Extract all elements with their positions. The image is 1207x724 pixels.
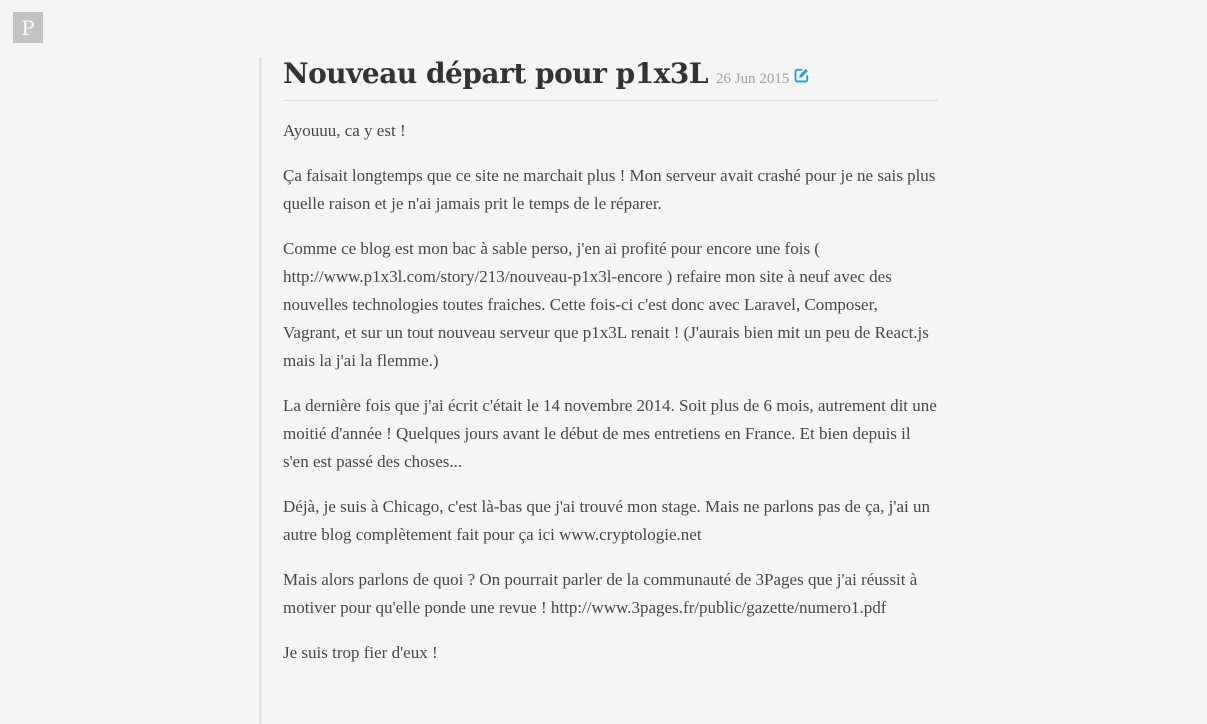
post-header: [283, 57, 938, 101]
post-paragraph-5: Déjà, je suis à Chicago, c'est là-bas que j'ai trouvé mon stage. Mais ne parlons pas de ça, j'ai un autre blog complètement fait pour ça ici www.cryptologie.net: [283, 496, 930, 544]
logo-letter: P: [21, 15, 35, 40]
post-title: Nouveau départ pour p1x3L: [283, 57, 709, 90]
post-date: 26 Jun 2015: [716, 71, 790, 87]
post-paragraph-1: Ayouuu, ca y est !: [283, 120, 406, 140]
post-paragraph-4: La dernière fois que j'ai écrit c'était le 14 novembre 2014. Soit plus de 6 mois, autrement dit une moitié d'année ! Quelques jours avant le début de mes entretiens en France. Et bien depuis il s'en est passé des choses...: [283, 395, 937, 471]
post-meta: [716, 70, 810, 87]
post-paragraph-7: Je suis trop fier d'eux !: [283, 642, 438, 662]
logo-home-link[interactable]: [13, 12, 43, 43]
post-paragraph-6: Mais alors parlons de quoi ? On pourrait parler de la communauté de 3Pages que j'ai réussit à motiver pour qu'elle ponde une revue ! http://www.3pages.fr/public/gazette/numero1.pdf: [283, 569, 918, 617]
pencil-square-icon: [794, 67, 810, 83]
blog-post: [259, 57, 938, 724]
edit-post-button[interactable]: [794, 67, 810, 83]
post-body: [283, 117, 938, 667]
post-paragraph-2: Ça faisait longtemps que ce site ne marchait plus ! Mon serveur avait crashé pour je ne sais plus quelle raison et je n'ai jamais prit le temps de le réparer.: [283, 165, 936, 213]
post-paragraph-3: Comme ce blog est mon bac à sable perso, j'en ai profité pour encore une fois ( http://www.p1x3l.com/story/213/nouveau-p1x3l-encore ) refaire mon site à neuf avec des nouvelles technologies toutes fraiches. Cette fois-ci c'est donc avec Laravel, Composer, Vagrant, et sur un tout nouveau serveur que p1x3L renait ! (J'aurais bien mit un peu de React.js mais la j'ai la flemme.): [283, 238, 929, 370]
